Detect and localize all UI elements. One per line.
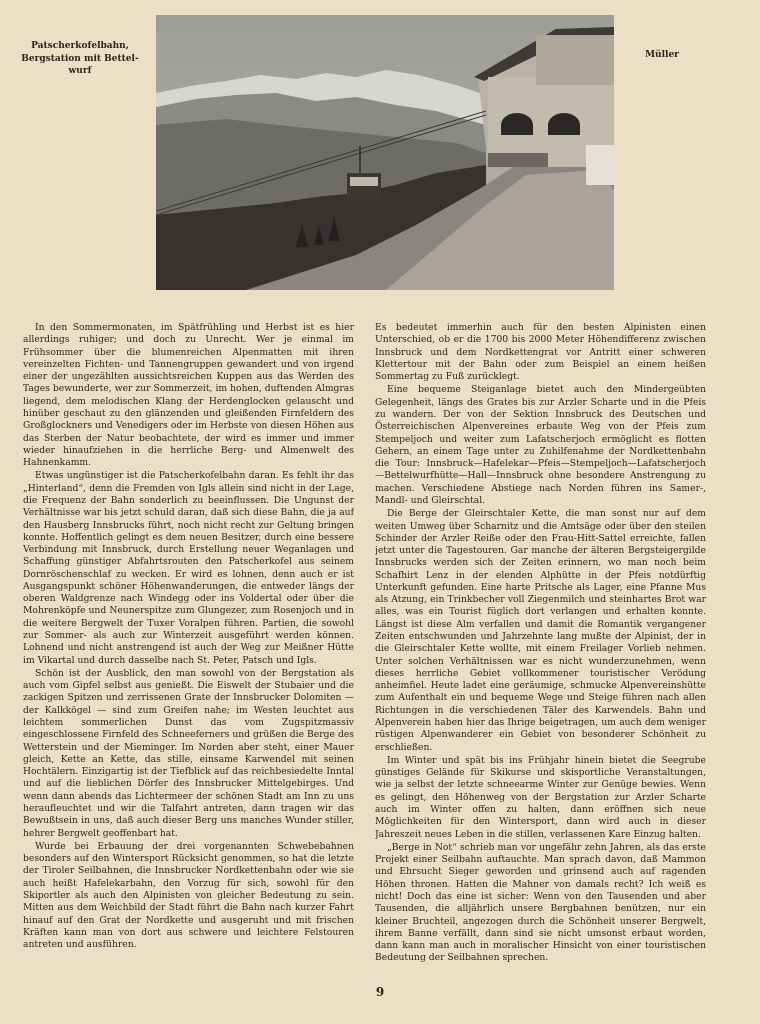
photo-caption: Patscherkofelbahn, Bergstation mit Bettel-wurf bbox=[21, 41, 139, 76]
paragraph: Wurde bei Erbauung der drei vorgenannten Schwebebahnen besonders auf den Wintersport Rücksicht genommen, so hat die letzte der Tiroler Seilbahnen, die Innsbrucker Nordkettenbahn oder wie sie auch heißt Hafelekarbahn, den Vorzug für sich, sowohl für den Skiportler als auch den Alpinisten von gleicher Bedeutung zu sein. Mitten aus dem Weichbild der Stadt führt die Bahn nach kurzer Fahrt hinauf auf den Grat der Nordkette und ausgeruht und mit frischen Kräften kann man von dort aus schwere und leichtere Felstouren antreten und ausführen. bbox=[23, 840, 354, 951]
paragraph: Es bedeutet immerhin auch für den besten Alpinisten einen Unterschied, ob er die 1700 bis 2000 Meter Höhendifferenz zwischen Innsbruck und dem Nordkettengrat vor Antritt einer schweren Klettertour mit der Bahn oder zum Beispiel an einem heißen Sommertag zu Fuß zurücklegt. bbox=[375, 322, 706, 383]
paragraph: Schön ist der Ausblick, den man sowohl von der Bergstation als auch vom Gipfel selbst aus genießt. Die Eiswelt der Stubaier und die zackigen Spitzen und zerrissenen Grate der Innsbrucker Dolomiten — der Kalkkögel — sind zum Greifen nahe; im Westen leuchtet aus leichtem sommerlichen Dunst das vom Zugspitzmassiv eingeschlossene Firnfeld des Schneeferners und grüßen die Berge des Wetterstein und der Mieminger. Im Norden aber steht, einer Mauer gleich, Kette an Kette, das stille, einsame Karwendel mit seinen Hochtälern. Einzigartig ist der Tiefblick auf das reichbesiedelte Inntal und auf die lieblichen Dörfer des Innsbrucker Mittelgebirges. Und wenn dann abends das Lichtermeer der schönen Stadt am Inn zu uns heraufleuchtet und wir die Talfahrt antreten, dann tragen wir das Bewußtsein in uns, daß auch dieser Berg uns manches Wunder stiller, hehrer Bergwelt geoffenbart hat. bbox=[23, 667, 354, 839]
photo-credit: Müller bbox=[645, 50, 679, 60]
paragraph: Etwas ungünstiger ist die Patscherkofelbahn daran. Es fehlt ihr das „Hinterland“, denn die Fremden von Igls allein sind nicht in der Lage, die Frequenz der Bahn sonderlich zu beeinflussen. Die Ungunst der Verhältnisse war bis jetzt schuld daran, daß sich diese Bahn, die ja auf den Hausberg Innsbrucks führt, noch nicht recht zur Geltung bringen konnte. Hoffentlich gelingt es dem neuen Besitzer, durch eine bessere Verbindung mit Innsbruck, durch Erstellung neuer Weganlagen und Schaffung günstiger Abfahrtsrouten den Patscherkofel aus seinem Dornröschenschlaf zu wecken. Er wird es lohnen, denn auch er ist Ausgangspunkt schöner Höhenwanderungen, die entweder längs der oberen Waldgrenze nach Windegg oder ins Voldertal oder über die Mohrenköpfe und Neunerspitze zum Glungezer, zum Rosenjoch und in die weitere Bergwelt der Tuxer Voralpen führen. Partien, die sowohl zur Sommer- als auch zur Winterzeit ausgeführt werden können. Lohnend und nicht anstrengend ist auch der Weg zur Meißner Hütte im Vikartal und durch dasselbe nach St. Peter, Patsch und Igls. bbox=[23, 470, 354, 666]
paragraph: „Berge in Not“ schrieb man vor ungefähr zehn Jahren, als das erste Projekt einer Seilbahn auftauchte. Man sprach davon, daß Mammon und Ehrsucht Sieger geworden und grinsend auch auf ragenden Höhen thronen. Hatten die Mahner von damals recht? Ich weiß es nicht! Doch das eine ist sicher: Wenn von den Tausenden und aber Tausenden, die alljährlich unsere Bergbahnen benützen, nur ein kleiner Bruchteil, angezogen durch die Schönheit unserer Bergwelt, ihrem Banne verfällt, dann sind sie nicht umsonst erbaut worden, dann kann man auch in moralischer Hinsicht von einer touristischen Bedeutung der Seilbahnen sprechen. bbox=[375, 841, 706, 964]
paragraph: Die Berge der Gleirschtaler Kette, die man sonst nur auf dem weiten Umweg über Scharnitz und die Amtsäge oder über den steilen Schinder der Arzler Reiße oder den Frau-Hitt-Sattel erreichte, fallen jetzt unter die Tagestouren. Gar manche der älteren Bergsteigergilde Innsbrucks werden sich der Zeiten erinnern, wo man noch beim Schafhirt Lenz in der elenden Alphütte in der Pfeis notdürftig Unterkunft gefunden. Eine harte Pritsche als Lager, eine Pfanne Mus als Atzung, ein Trinkbecher voll Ziegenmilch und steinhartes Brot war alles, was ein Tourist füglich dort verlangen und erhalten konnte. Längst ist diese Alm verfallen und damit die Romantik vergangener Zeiten entschwunden und Jahrzehnte lang mußte der Alpinist, der in die Gleirschtaler Kette wollte, mit einem Freilager Vorlieb nehmen. Unter solchen Verhältnissen war es nicht wunderzunehmen, wenn dieses herrliche Gebiet vollkommener touristischer Verödung anheimfiel. Heute ladet eine geräumige, schmucke Alpenvereinshütte zum Aufenthalt ein und bequeme Wege und Steige führen nach allen Richtungen in die verschiedenen Täler des Karwendels. Bahn und Alpenverein haben hier das Ihrige beigetragen, um auch dem weniger rüstigen Alpenwanderer ein Gebiet von besonderer Schönheit zu erschließen. bbox=[375, 508, 706, 753]
text-column-left bbox=[23, 322, 354, 972]
text-column-right bbox=[375, 322, 706, 972]
paragraph: Im Winter und spät bis ins Frühjahr hinein bietet die Seegrube günstiges Gelände für Skikurse und skisportliche Veranstaltungen, wie ja selbst der letzte schneearme Winter zur Genüge bewies. Wenn es gelingt, den Höhenweg von der Bergstation zur Arzler Scharte auch im Winter offen zu halten, dann eröffnen sich neue Möglichkeiten für den Wintersport, dann wird auch in dieser Jahreszeit neues Leben in die stillen, verlassenen Kare Einzug halten. bbox=[375, 754, 706, 840]
cable-car-photo bbox=[156, 15, 614, 290]
page-number: 9 bbox=[375, 985, 385, 999]
paragraph: Eine bequeme Steiganlage bietet auch den Mindergeübten Gelegenheit, längs des Grates bis zur Arzler Scharte und in die Pfeis zu wandern. Der von der Sektion Innsbruck des Deutschen und Österreichischen Alpenvereines erbaute Weg von der Pfeis zum Stempeljoch und weiter zum Lafatscherjoch ermöglicht es flotten Gehern, an einem Tage unter zu Zuhilfenahme der Nordkettenbahn die Tour: Innsbruck—Hafelekar—Pfeis—Stempeljoch—Lafatscherjoch—Bettelwurfhütte—Hall—Innsbruck ohne besondere Anstrengung zu machen. Verschiedene Abstiege nach Norden führen ins Samer-, Mandl- und Gleirschtal. bbox=[375, 384, 706, 506]
paragraph: In den Sommermonaten, im Spätfrühling und Herbst ist es hier allerdings ruhiger; und doch zu Unrecht. Wer je einmal im Frühsommer über die blumenreichen Alpenmatten mit ihren vereinzelten Fichten- und Tannengruppen gewandert und von irgend einer der ungezählten aussichtsreichen Kuppen aus das Werden des Tages bewunderte, wer zur Sommerzeit, im hohen, duftenden Almgras liegend, dem melodischen Klang der Herdenglocken gelauscht und hinüber geschaut zu den glänzenden und gleißenden Firnfeldern des Großglockners und Venedigers oder im Herbste von diesen Höhen aus das Sterben der Natur beobachtete, der wird es immer und immer wieder hinaufziehen in die herrliche Berg- und Almenwelt des Hahnenkamm. bbox=[23, 322, 354, 469]
